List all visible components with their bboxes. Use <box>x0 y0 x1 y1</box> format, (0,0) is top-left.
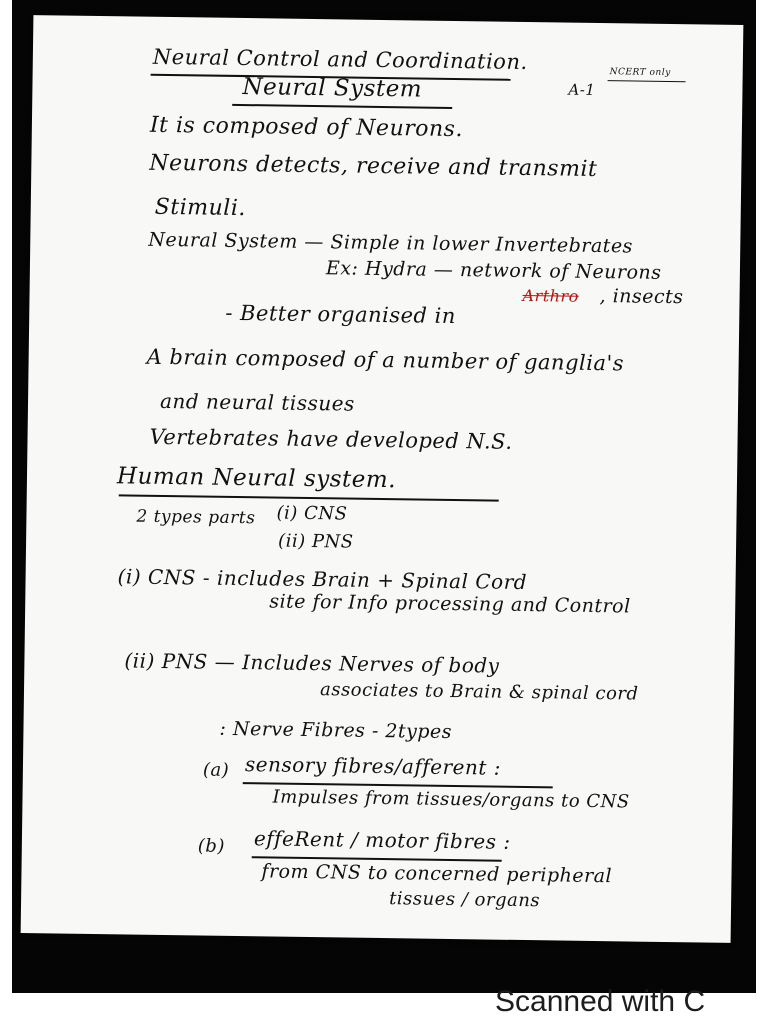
line-9: and neural tissues <box>159 388 355 416</box>
efferent-line-2: tissues / organs <box>388 888 541 912</box>
nerve-fibres-line: : Nerve Fibres - 2types <box>219 717 453 744</box>
pns-line-2: associates to Brain & spinal cord <box>319 679 639 705</box>
cns-line-1: (i) CNS - includes Brain + Spinal Cord <box>117 564 528 595</box>
margin-note-underline <box>608 80 686 82</box>
title-line-1: Neural Control and Coordination. <box>152 44 528 74</box>
line-1: It is composed of Neurons. <box>149 112 464 143</box>
type-pns: (ii) PNS <box>277 530 354 553</box>
label-a: (a) <box>202 759 230 781</box>
efferent-fibres-heading: effeRent / motor fibres : <box>253 826 511 854</box>
line-3: Stimuli. <box>154 194 246 222</box>
efferent-line-1: from CNS to concerned peripheral <box>261 860 613 888</box>
title-line-2: Neural System <box>242 74 423 103</box>
sensory-fibres-heading: sensory fibres/afferent : <box>244 752 502 780</box>
section-heading: Human Neural system. <box>116 463 397 494</box>
type-cns: (i) CNS <box>276 502 348 525</box>
notebook-page <box>21 15 744 943</box>
line-4: Neural System — Simple in lower Invertebrates <box>148 228 634 258</box>
title-underline-2 <box>232 104 452 109</box>
line-8: A brain composed of a number of ganglia's <box>146 344 625 376</box>
line-2: Neurons detects, receive and transmit <box>149 150 598 182</box>
scanner-watermark: Scanned with C <box>495 985 706 1018</box>
margin-note-small: NCERT only <box>609 67 671 78</box>
pns-line-1: (ii) PNS — Includes Nerves of body <box>124 648 500 678</box>
line-10: Vertebrates have developed N.S. <box>149 424 513 454</box>
line-5: Ex: Hydra — network of Neurons <box>325 257 662 284</box>
types-label: 2 types parts <box>136 506 256 529</box>
margin-note: A-1 <box>568 80 596 99</box>
line-7: , insects <box>599 285 684 309</box>
cns-line-2: site for Info processing and Control <box>269 590 631 618</box>
line-6: - Better organised in <box>225 300 457 329</box>
label-b: (b) <box>197 835 226 857</box>
struck-word: Arthro <box>522 285 579 306</box>
section-heading-underline <box>119 494 499 501</box>
sensory-line: Impulses from tissues/organs to CNS <box>272 786 630 813</box>
